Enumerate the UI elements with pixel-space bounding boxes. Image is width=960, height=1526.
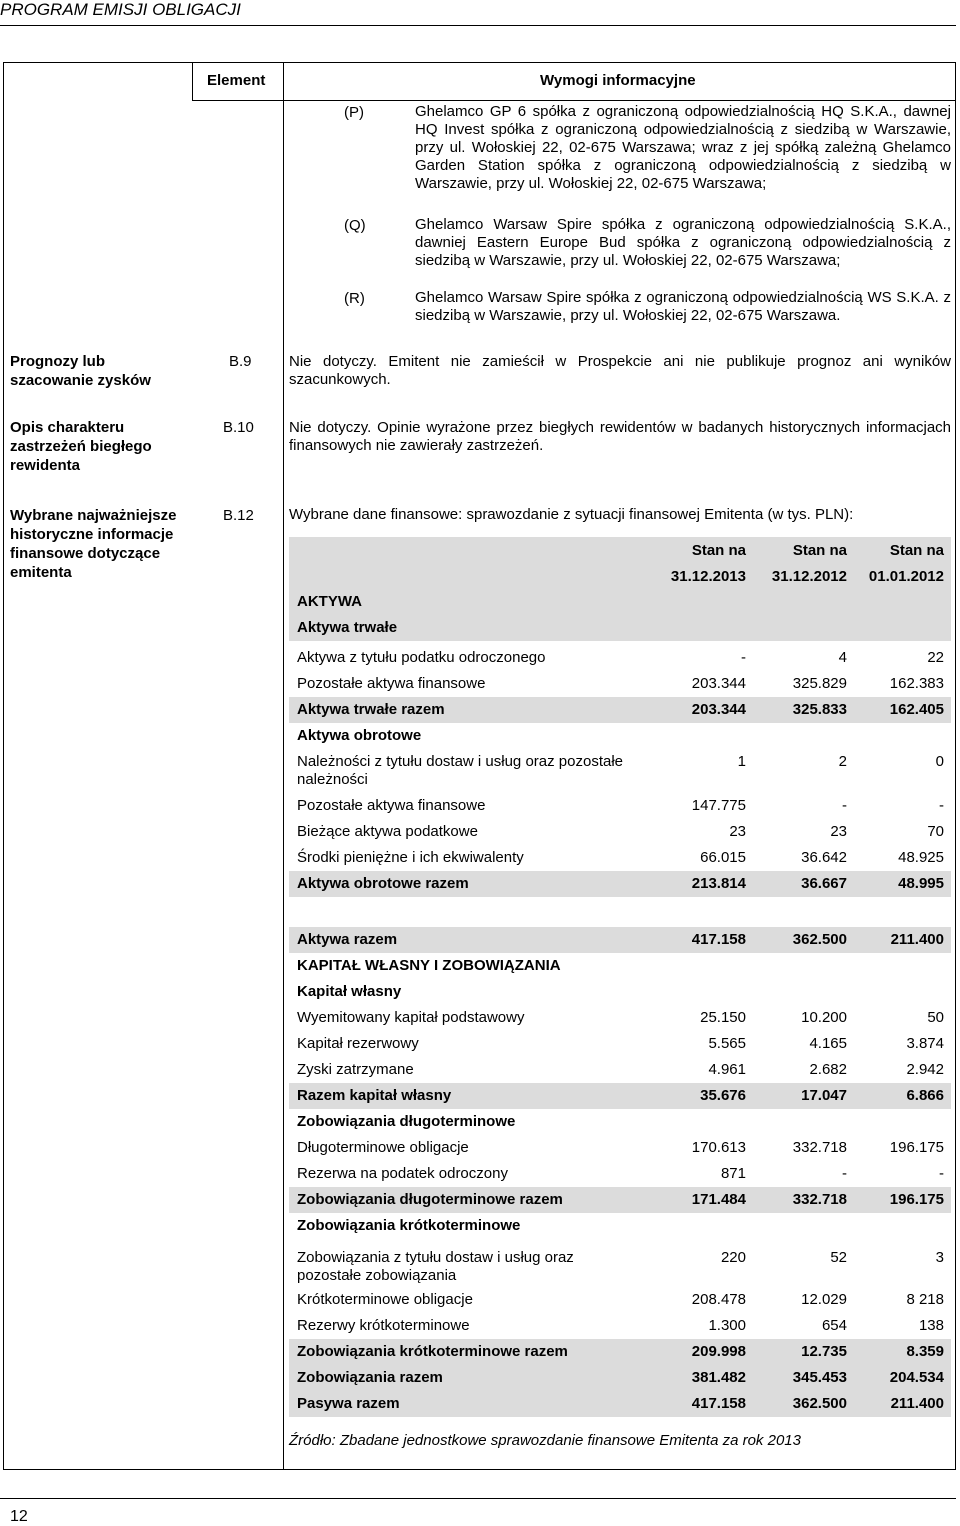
column-header-label: Stan na (889, 542, 944, 559)
row-value: 213.814 (691, 875, 746, 892)
row-value: 0 (935, 753, 944, 770)
row-label: Pozostałe aktywa finansowe (297, 797, 486, 814)
row-value: 50 (927, 1009, 944, 1026)
row-value: 325.833 (792, 701, 847, 718)
row-value: 211.400 (890, 931, 944, 948)
row-value: 871 (720, 1165, 746, 1182)
row-value: 52 (830, 1249, 847, 1266)
row-value: 6.866 (906, 1087, 944, 1104)
column-header-date: 31.12.2013 (670, 568, 746, 585)
section-text: Nie dotyczy. Opinie wyrażone przez biegłych rewidentów w badanych historycznych informacjach finansowych nie zawierały zastrzeżeń. (289, 419, 951, 454)
row-label: AKTYWA (297, 593, 362, 610)
table-row (289, 1161, 951, 1187)
row-value: 12.029 (801, 1291, 847, 1308)
section-title: Prognozy lub szacowanie zysków (10, 353, 151, 389)
row-value: 208.478 (691, 1291, 746, 1308)
row-value: 8.359 (906, 1343, 944, 1360)
column-divider (283, 63, 284, 1469)
section-code: B.12 (223, 507, 254, 524)
row-label: Zobowiązania krótkoterminowe (297, 1217, 521, 1234)
table-row (289, 1187, 951, 1213)
row-value: 170.613 (691, 1139, 746, 1156)
section-code: B.10 (223, 419, 254, 436)
column-header-date: 01.01.2012 (868, 568, 944, 585)
table-row (289, 819, 951, 845)
column-divider (192, 63, 193, 101)
row-label: Zobowiązania razem (297, 1369, 443, 1386)
row-value: 48.995 (898, 875, 944, 892)
table-row (289, 979, 951, 1005)
row-value: 4.961 (708, 1061, 746, 1078)
table-row (289, 1057, 951, 1083)
row-value: 48.925 (898, 849, 944, 866)
table-row (289, 1245, 951, 1287)
row-value: 2.682 (809, 1061, 847, 1078)
row-label: Należności z tytułu dostaw i usług oraz pozostałe (297, 753, 624, 770)
row-value: 196.175 (889, 1191, 944, 1208)
table-row (289, 671, 951, 697)
table-row (289, 1109, 951, 1135)
row-label: Rezerwa na podatek odroczony (297, 1165, 508, 1182)
row-value: - (939, 797, 944, 814)
row-value: 417.158 (691, 931, 746, 948)
table-row (289, 1365, 951, 1391)
column-header-requirements: Wymogi informacyjne (540, 72, 696, 89)
table-row (289, 793, 951, 819)
table-source-note: Źródło: Zbadane jednostkowe sprawozdanie finansowe Emitenta za rok 2013 (289, 1432, 801, 1449)
row-label: Aktywa obrotowe razem (297, 875, 469, 892)
row-value: 70 (927, 823, 944, 840)
column-header-label: Stan na (691, 542, 746, 559)
row-value: 325.829 (792, 675, 847, 692)
header-divider (192, 100, 955, 101)
table-row (289, 589, 951, 615)
table-row (289, 1391, 951, 1417)
row-value: 5.565 (708, 1035, 746, 1052)
row-label: Aktywa z tytułu podatku odroczonego (297, 649, 546, 666)
entity-code: (Q) (344, 217, 366, 234)
page-header (0, 0, 960, 26)
entity-description: Ghelamco Warsaw Spire spółka z ograniczoną odpowiedzialnością WS S.K.A. z siedzibą w Warszawie, przy ul. Wołoskiej 22, 02-675 Warszawa. (415, 289, 951, 324)
page-number: 12 (10, 1508, 28, 1525)
row-value: 417.158 (691, 1395, 746, 1412)
row-label: Kapitał własny (297, 983, 402, 1000)
table-row (289, 953, 951, 979)
row-label: Zobowiązania krótkoterminowe razem (297, 1343, 568, 1360)
row-label-continued: należności (297, 771, 368, 788)
page-header-title: PROGRAM EMISJI OBLIGACJI (0, 0, 241, 19)
row-label: Długoterminowe obligacje (297, 1139, 469, 1156)
row-value: 4.165 (809, 1035, 847, 1052)
row-value: 211.400 (890, 1395, 944, 1412)
row-value: 2 (838, 753, 847, 770)
row-label: Pozostałe aktywa finansowe (297, 675, 486, 692)
row-value: 36.667 (801, 875, 847, 892)
row-label-continued: pozostałe zobowiązania (297, 1267, 457, 1284)
row-value: 196.175 (889, 1139, 944, 1156)
table-row (289, 927, 951, 953)
table-row (289, 1339, 951, 1365)
row-value: 3 (935, 1249, 944, 1266)
row-value: 147.775 (691, 797, 746, 814)
header-rule (0, 25, 956, 26)
row-label: Kapitał rezerwowy (297, 1035, 419, 1052)
row-value: - (842, 1165, 847, 1182)
row-label: Razem kapitał własny (297, 1087, 452, 1104)
row-label: Bieżące aktywa podatkowe (297, 823, 478, 840)
row-value: 171.484 (691, 1191, 746, 1208)
row-label: Aktywa razem (297, 931, 398, 948)
row-value: 8 218 (906, 1291, 944, 1308)
entity-description: Ghelamco Warsaw Spire spółka z ograniczoną odpowiedzialnością S.K.A., dawniej Eastern Europe Bud spółka z ograniczoną odpowiedzialnością z siedzibą w Warszawie, przy ul. Wołoskiej 22, 02-675 Warszawa; (415, 216, 951, 269)
row-label: Aktywa trwałe razem (297, 701, 445, 718)
table-row (289, 1135, 951, 1161)
row-value: 17.047 (801, 1087, 847, 1104)
row-value: 332.718 (792, 1191, 847, 1208)
table-row (289, 749, 951, 793)
entity-description: Ghelamco GP 6 spółka z ograniczoną odpowiedzialnością HQ S.K.A., dawnej HQ Invest spółka z ograniczoną odpowiedzialnością z siedzibą w Warszawie, przy ul. Wołoskiej 22, 02-675 Warszawa; wraz z jej spółką zależną Ghelamco Garden Station spółka z ograniczoną odpowiedzialnością z siedzibą w Warszawie, przy ul. Wołoskiej 22, 02-675 Warszawa; (415, 103, 951, 192)
row-label: Środki pieniężne i ich ekwiwalenty (297, 849, 524, 866)
row-value: - (939, 1165, 944, 1182)
row-label: Aktywa trwałe (297, 619, 398, 636)
row-value: 209.998 (691, 1343, 746, 1360)
row-value: - (741, 649, 746, 666)
section-text: Nie dotyczy. Emitent nie zamieścił w Prospekcie ani nie publikuje prognoz ani wyników szacunkowych. (289, 353, 951, 388)
entity-code: (R) (344, 290, 365, 307)
table-row (289, 1313, 951, 1339)
row-value: 362.500 (792, 931, 847, 948)
table-row (289, 871, 951, 897)
row-value: 3.874 (906, 1035, 944, 1052)
column-header-label: Stan na (792, 542, 847, 559)
financial-table-header (289, 537, 951, 589)
table-row (289, 1005, 951, 1031)
row-label: Zobowiązania długoterminowe razem (297, 1191, 563, 1208)
row-value: 12.735 (801, 1343, 847, 1360)
row-value: 25.150 (700, 1009, 746, 1026)
table-row (289, 723, 951, 749)
row-value: - (842, 797, 847, 814)
row-value: 10.200 (801, 1009, 847, 1026)
row-value: 36.642 (801, 849, 847, 866)
row-value: 362.500 (792, 1395, 847, 1412)
row-label: KAPITAŁ WŁASNY I ZOBOWIĄZANIA (297, 957, 561, 974)
row-label: Pasywa razem (297, 1395, 400, 1412)
table-row (289, 1287, 951, 1313)
row-label: Zobowiązania z tytułu dostaw i usług oraz (297, 1249, 574, 1266)
row-label: Rezerwy krótkoterminowe (297, 1317, 470, 1334)
column-header-element: Element (207, 72, 266, 89)
table-row (289, 1083, 951, 1109)
row-value: 204.534 (889, 1369, 944, 1386)
column-header-date: 31.12.2012 (771, 568, 847, 585)
section-code: B.9 (229, 353, 252, 370)
row-value: 4 (838, 649, 847, 666)
section-text: Wybrane dane finansowe: sprawozdanie z sytuacji finansowej Emitenta (w tys. PLN): (289, 506, 854, 523)
row-value: 1.300 (708, 1317, 746, 1334)
row-value: 162.383 (889, 675, 944, 692)
table-row (289, 645, 951, 671)
row-label: Zobowiązania długoterminowe (297, 1113, 516, 1130)
entity-code: (P) (344, 104, 364, 121)
row-value: 23 (830, 823, 847, 840)
row-value: 220 (720, 1249, 746, 1266)
row-value: 654 (821, 1317, 847, 1334)
footer-rule (0, 1498, 956, 1499)
row-value: 66.015 (700, 849, 746, 866)
table-row (289, 1213, 951, 1245)
row-label: Aktywa obrotowe (297, 727, 422, 744)
row-value: 35.676 (700, 1087, 746, 1104)
financial-table (289, 537, 951, 1412)
table-row (289, 845, 951, 871)
section-title: Opis charakteru zastrzeżeń biegłego rewidenta (10, 419, 152, 474)
row-label: Wyemitowany kapitał podstawowy (297, 1009, 525, 1026)
row-value: 332.718 (792, 1139, 847, 1156)
row-value: 2.942 (906, 1061, 944, 1078)
row-value: 203.344 (691, 675, 746, 692)
table-row (289, 1031, 951, 1057)
row-value: 162.405 (889, 701, 944, 718)
row-value: 1 (737, 753, 746, 770)
table-row (289, 697, 951, 723)
row-value: 138 (918, 1317, 944, 1334)
table-row (289, 615, 951, 641)
row-value: 345.453 (792, 1369, 847, 1386)
row-value: 381.482 (691, 1369, 746, 1386)
section-title: Wybrane najważniejsze historyczne informacje finansowe dotyczące emitenta (10, 507, 177, 581)
row-label: Krótkoterminowe obligacje (297, 1291, 473, 1308)
row-value: 203.344 (691, 701, 746, 718)
row-value: 22 (927, 649, 944, 666)
row-value: 23 (729, 823, 746, 840)
row-label: Zyski zatrzymane (297, 1061, 414, 1078)
